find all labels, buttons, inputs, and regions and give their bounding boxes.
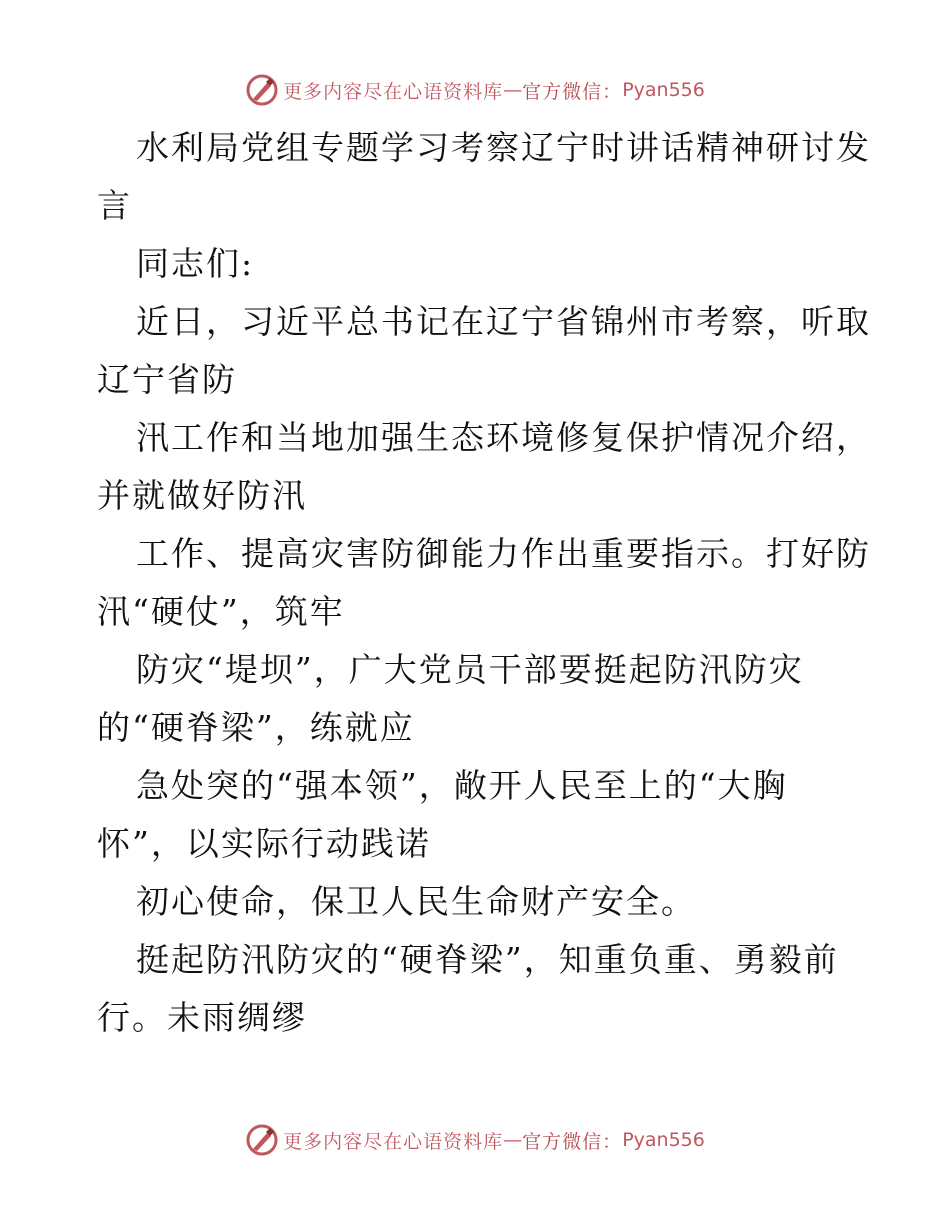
doc-paragraph-line: 怀”，以实际行动践诺 [97, 824, 431, 863]
watermark-label: 官方微信： [522, 1130, 623, 1153]
footer-watermark [0, 1120, 950, 1160]
doc-paragraph-line: 初心使命，保卫人民生命财产安全。 [136, 882, 696, 921]
doc-title-line-2: 言 [97, 186, 132, 225]
watermark-dash: — [503, 79, 523, 101]
watermark-label: 官方微信： [522, 80, 623, 103]
doc-paragraph-line: 行。未雨绸缪 [97, 998, 307, 1037]
doc-paragraph-line: 挺起防汛防灾的“硬脊梁”，知重负重、勇毅前 [136, 940, 839, 979]
watermark-brand: 更多内容尽在心语资料库 [283, 80, 504, 103]
doc-paragraph-line: 的“硬脊梁”，练就应 [97, 708, 415, 747]
watermark-wechat-id: Pyan556 [622, 1129, 705, 1151]
doc-paragraph-line: 汛“硬仗”，筑牢 [97, 592, 345, 631]
pen-seal-icon [245, 73, 279, 107]
watermark-brand: 更多内容尽在心语资料库 [283, 1130, 504, 1153]
pen-seal-icon [245, 1123, 279, 1157]
watermark-dash: — [503, 1129, 523, 1151]
doc-paragraph-line: 急处突的“强本领”，敞开人民至上的“大胸 [136, 766, 788, 805]
doc-paragraph-line: 工作、提高灾害防御能力作出重要指示。打好防 [136, 534, 871, 573]
doc-salutation: 同志们: [136, 244, 255, 283]
doc-paragraph-line: 并就做好防汛 [97, 476, 307, 515]
watermark-wechat-id: Pyan556 [622, 79, 705, 101]
doc-paragraph-line: 近日，习近平总书记在辽宁省锦州市考察，听取 [136, 302, 871, 341]
doc-paragraph-line: 防灾“堤坝”，广大党员干部要挺起防汛防灾 [136, 650, 804, 689]
doc-title-line-1: 水利局党组专题学习考察辽宁时讲话精神研讨发 [136, 128, 871, 167]
doc-paragraph-line: 汛工作和当地加强生态环境修复保护情况介绍， [136, 418, 871, 457]
document-body [97, 119, 871, 1047]
doc-paragraph-line: 辽宁省防 [97, 360, 237, 399]
header-watermark [0, 70, 950, 110]
